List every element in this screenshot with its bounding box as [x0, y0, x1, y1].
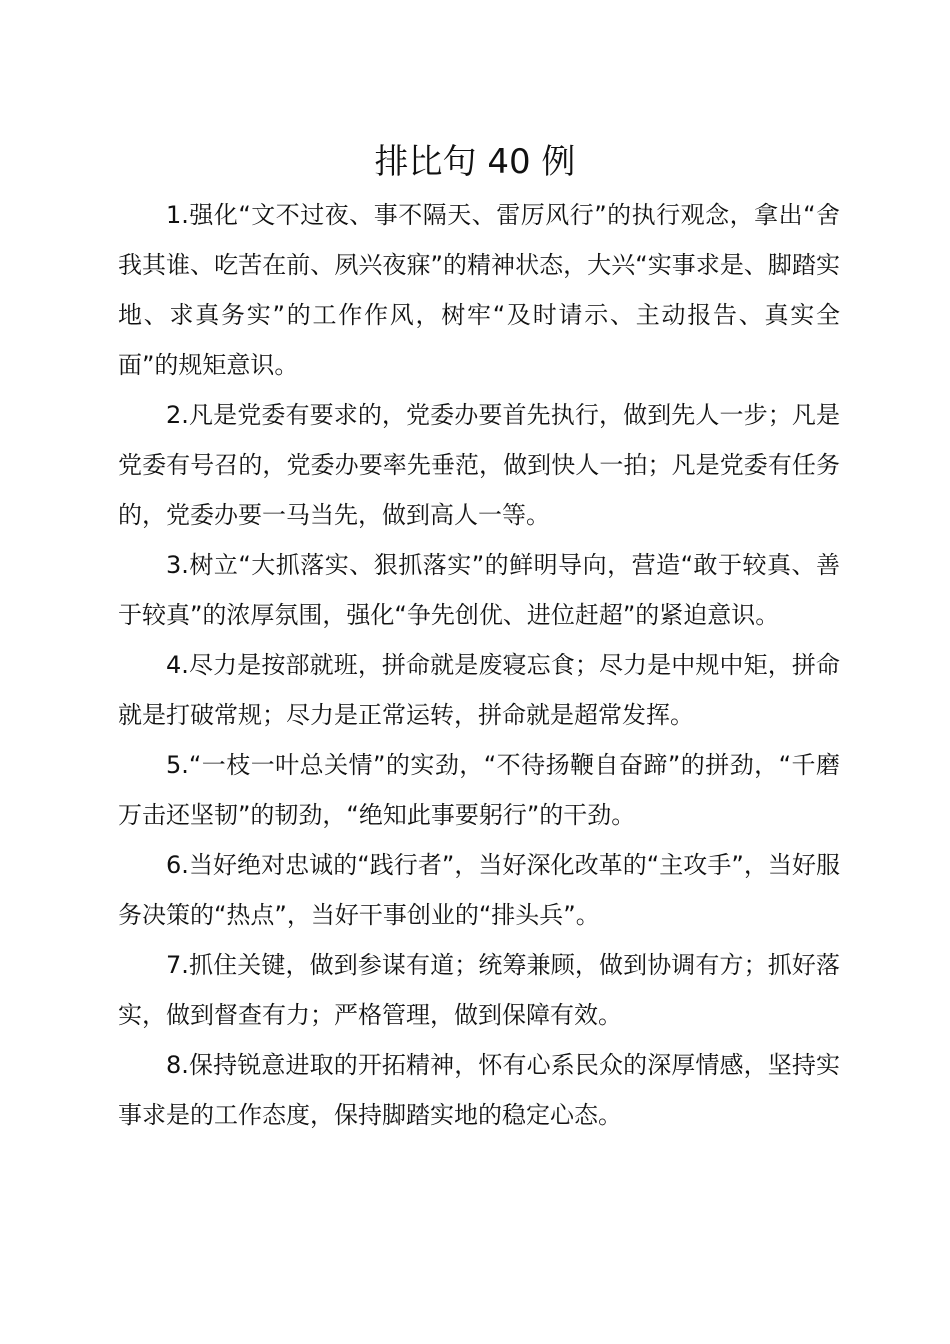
paragraph-7: 7.抓住关键，做到参谋有道；统筹兼顾，做到协调有方；抓好落实，做到督查有力；严格管理，做到保障有效。 [118, 951, 840, 1029]
paragraph-1: 1.强化“文不过夜、事不隔天、雷厉风行”的执行观念，拿出“舍我其谁、吃苦在前、夙兴夜寐”的精神状态，大兴“实事求是、脚踏实地、求真务实”的工作作风，树牢“及时请示、主动报告、真实全面”的规矩意识。 [118, 201, 840, 379]
paragraph-4: 4.尽力是按部就班，拼命就是废寝忘食；尽力是中规中矩，拼命就是打破常规；尽力是正常运转，拼命就是超常发挥。 [118, 651, 840, 729]
document-title: 排比句 40 例 [374, 142, 576, 182]
paragraph-3: 3.树立“大抓落实、狠抓落实”的鲜明导向，营造“敢于较真、善于较真”的浓厚氛围，强化“争先创优、进位赶超”的紧迫意识。 [118, 551, 840, 629]
paragraph-8: 8.保持锐意进取的开拓精神，怀有心系民众的深厚情感，坚持实事求是的工作态度，保持脚踏实地的稳定心态。 [118, 1051, 840, 1129]
document-body [118, 190, 840, 1140]
paragraph-5: 5.“一枝一叶总关情”的实劲，“不待扬鞭自奋蹄”的拼劲，“千磨万击还坚韧”的韧劲，“绝知此事要躬行”的干劲。 [118, 751, 840, 829]
paragraph-6: 6.当好绝对忠诚的“践行者”，当好深化改革的“主攻手”，当好服务决策的“热点”，当好干事创业的“排头兵”。 [118, 851, 840, 929]
paragraph-2: 2.凡是党委有要求的，党委办要首先执行，做到先人一步；凡是党委有号召的，党委办要率先垂范，做到快人一拍；凡是党委有任务的，党委办要一马当先，做到高人一等。 [118, 401, 840, 529]
